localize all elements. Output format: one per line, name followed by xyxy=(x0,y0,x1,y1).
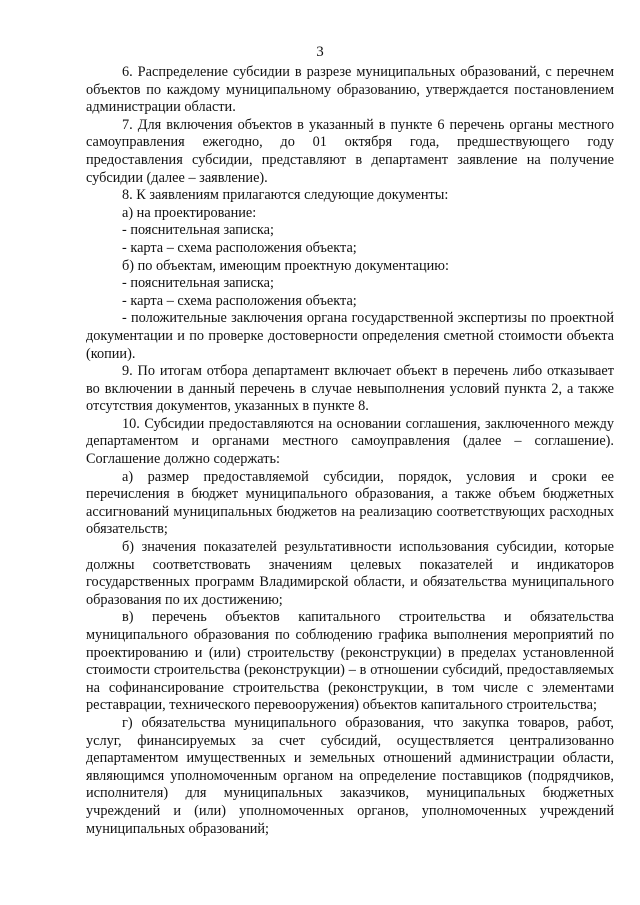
paragraph-8: 8. К заявлениям прилагаются следующие документы: xyxy=(122,187,449,204)
paragraph-10: 10. Субсидии предоставляются на основании соглашения, заключенного между департаментом и органами местного самоуправления (далее – соглашение). Соглашение должно содержать: xyxy=(86,415,614,468)
list-item-site-map: - карта – схема расположения объекта; xyxy=(122,239,357,256)
document-body xyxy=(86,64,614,838)
agreement-item-a: а) размер предоставляемой субсидии, порядок, условия и сроки ее перечисления в бюджет муниципального образования, а также объем бюджетных ассигнований муниципальных бюджетов на реализацию соответствующих расходных обязательств; xyxy=(86,468,614,538)
paragraph-9: 9. По итогам отбора департамент включает объект в перечень либо отказывает во включении в данный перечень в случае невыполнения условий пункта 2, а также отсутствия документов, указанных в пункте 8. xyxy=(86,363,614,415)
paragraph-6: 6. Распределение субсидии в разрезе муниципальных образований, с перечнем объектов по каждому муниципальному образованию, утверждается постановлением администрации области. xyxy=(86,64,614,116)
list-item-explanatory-note-2: - пояснительная записка; xyxy=(122,275,274,292)
list-item-a-design: а) на проектирование: xyxy=(122,204,257,221)
paragraph-7: 7. Для включения объектов в указанный в пункте 6 перечень органы местного самоуправления ежегодно, до 01 октября года, предшествующего году предоставления субсидии, представляют в департамент заявление на получение субсидии (далее – заявление). xyxy=(86,116,614,186)
agreement-item-v: в) перечень объектов капитального строительства и обязательства муниципального образования по соблюдению графика выполнения мероприятий по проектированию и (или) строительству (реконструкции) в пределах установленной стоимости строительства (реконструкции) – в отношении субсидий, предоставляемых на софинансирование строительства (реконструкции, в том числе с элементами реставрации, технического перевооружения) объектов капитального строительства; xyxy=(86,609,614,714)
list-item-site-map-2: - карта – схема расположения объекта; xyxy=(122,292,357,309)
list-item-b-project-docs: б) по объектам, имеющим проектную документацию: xyxy=(122,257,449,274)
list-item-explanatory-note: - пояснительная записка; xyxy=(122,222,274,239)
list-item-expert-conclusions: - положительные заключения органа государственной экспертизы по проектной документации и по проверке достоверности определения сметной стоимости объекта (копии). xyxy=(86,310,614,362)
agreement-item-g: г) обязательства муниципального образования, что закупка товаров, работ, услуг, финансируемых за счет субсидий, осуществляется централизованно департаментом имущественных и земельных отношений администрации области, являющимся уполномоченным органом на определение поставщиков (подрядчиков, исполнителя) для муниципальных заказчиков, муниципальных бюджетных учреждений и (или) уполномоченных органов, уполномоченных учреждений муниципальных образований; xyxy=(86,714,614,837)
agreement-item-b: б) значения показателей результативности использования субсидии, которые должны соответствовать значениям целевых показателей и индикаторов государственных программ Владимирской области, и обязательства муниципального образования по их достижению; xyxy=(86,539,614,608)
page-number: 3 xyxy=(316,44,324,60)
